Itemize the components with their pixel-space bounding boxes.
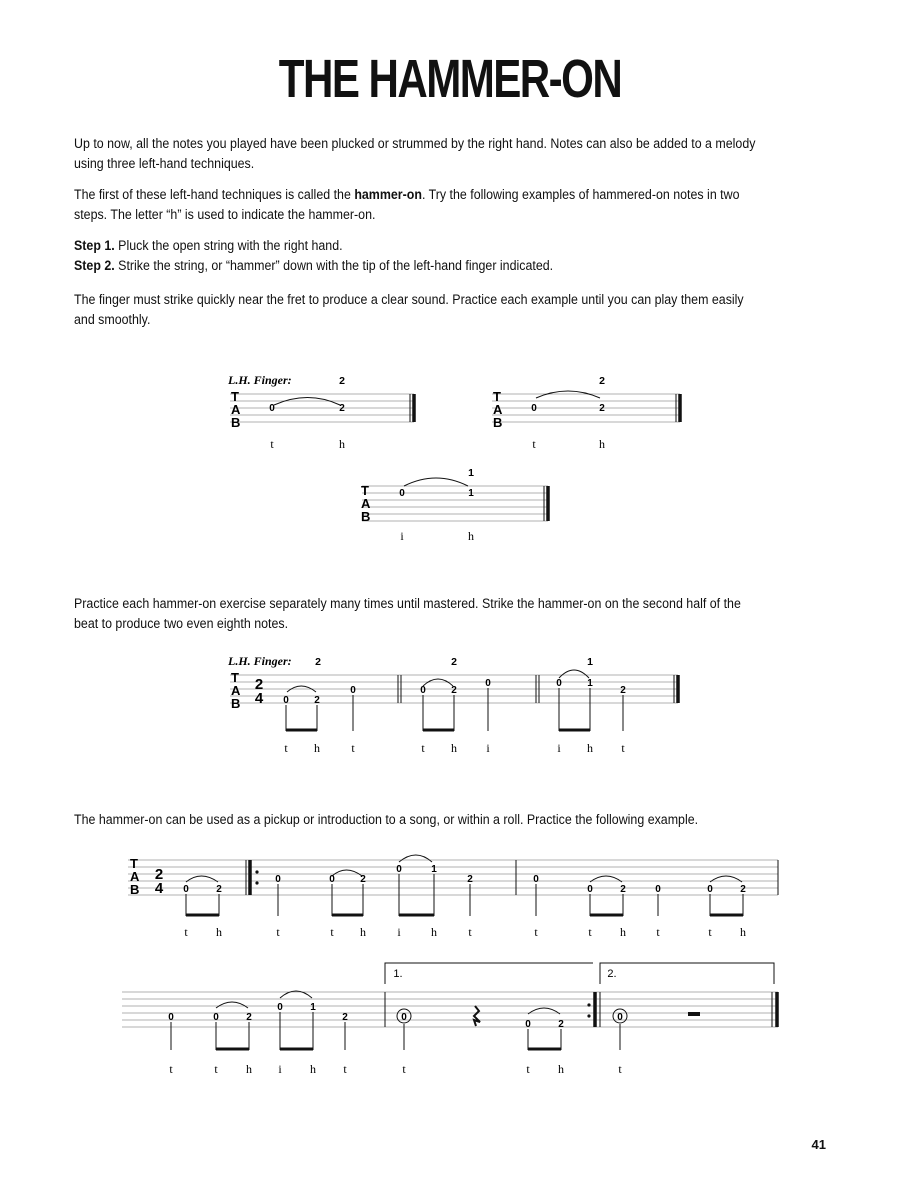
pick-letter: t <box>656 925 660 939</box>
fret-number: 2 <box>216 884 222 895</box>
pick-letter: t <box>532 437 536 451</box>
pick-letter: t <box>402 1062 406 1076</box>
fret-number: 0 <box>401 1012 407 1023</box>
fret-number: 0 <box>399 488 405 499</box>
finger-number: 2 <box>451 656 457 668</box>
fret-number: 0 <box>531 403 537 414</box>
quarter-rest <box>474 1006 480 1026</box>
hammer-on-slur <box>332 870 362 876</box>
pick-letter: h <box>468 529 474 543</box>
fret-number: 0 <box>485 678 491 689</box>
pick-letter: h <box>587 741 593 755</box>
fret-number: 0 <box>283 695 289 706</box>
fret-number: 0 <box>329 874 335 885</box>
fret-number: 2 <box>314 695 320 706</box>
tab-clef-a: A <box>361 496 371 511</box>
pick-letter: h <box>451 741 457 755</box>
pick-letter: h <box>558 1062 564 1076</box>
tab-example-4 <box>226 648 686 758</box>
step-1-text: Pluck the open string with the right hand. <box>114 238 343 253</box>
first-ending-label: 1. <box>393 968 403 980</box>
pick-letter: h <box>339 437 345 451</box>
fret-number: 2 <box>246 1012 252 1023</box>
fret-number: 0 <box>525 1019 531 1030</box>
pick-letter: t <box>534 925 538 939</box>
eighth-notes-paragraph: Practice each hammer-on exercise separately many times until mastered. Strike the hammer-on on the second half of the beat to produce two even eighth notes. <box>74 596 741 631</box>
pick-letter: t <box>708 925 712 939</box>
fret-number: 2 <box>451 685 457 696</box>
half-rest <box>688 1012 700 1016</box>
step-2-text: Strike the string, or “hammer” down with the tip of the left-hand finger indicated. <box>114 258 554 273</box>
first-ending-bracket <box>385 963 593 984</box>
fret-number: 1 <box>468 488 474 499</box>
technique-term: hammer-on <box>354 187 422 202</box>
tab-staff <box>362 486 548 521</box>
tab-clef-a: A <box>493 402 503 417</box>
pick-letter: h <box>310 1062 316 1076</box>
tab-clef-b: B <box>231 696 241 711</box>
time-signature-bottom: 4 <box>154 880 164 897</box>
intro-paragraph: Up to now, all the notes you played have been plucked or strummed by the right hand. Notes can also be added to a melody using three left-hand techniques. <box>74 136 756 171</box>
technique-text-pre: The first of these left-hand techniques is called the <box>74 187 355 202</box>
fret-number: 0 <box>707 884 713 895</box>
tab-staff <box>128 860 778 895</box>
fret-number: 0 <box>183 884 189 895</box>
tab-example-2 <box>488 370 688 460</box>
tab-example-5-line-2 <box>120 958 790 1083</box>
pick-letter: t <box>184 925 188 939</box>
fret-number: 2 <box>360 874 366 885</box>
fret-number: 0 <box>350 685 356 696</box>
fret-number: 0 <box>587 884 593 895</box>
tab-clef-b: B <box>493 415 503 430</box>
hammer-on-slur <box>423 679 453 686</box>
time-signature-top: 2 <box>254 676 264 693</box>
fret-number: 2 <box>558 1019 564 1030</box>
time-signature-top: 2 <box>154 866 164 883</box>
pick-letter: t <box>270 437 274 451</box>
fret-number: 0 <box>617 1012 623 1023</box>
technique-paragraph <box>74 185 768 225</box>
finger-number: 1 <box>468 467 474 479</box>
lh-finger-label: L.H. Finger: <box>228 654 292 668</box>
page-number: 41 <box>811 1137 826 1152</box>
pick-letter: t <box>526 1062 530 1076</box>
tab-clef-a: A <box>231 683 241 698</box>
lh-finger-label: L.H. Finger: <box>228 373 292 387</box>
fret-number: 0 <box>420 685 426 696</box>
step-1-label: Step 1. <box>74 238 115 253</box>
step-2 <box>74 256 768 276</box>
tab-example-3 <box>358 462 558 552</box>
fret-number: 0 <box>277 1002 283 1013</box>
fret-number: 0 <box>556 678 562 689</box>
pick-letter: t <box>276 925 280 939</box>
pick-letter: h <box>431 925 437 939</box>
tab-clef-b: B <box>231 415 241 430</box>
tab-staff <box>492 394 680 422</box>
step-2-label: Step 2. <box>74 258 115 273</box>
pick-letter: i <box>397 925 401 939</box>
pick-letter: t <box>621 741 625 755</box>
pickup-paragraph: The hammer-on can be used as a pickup or introduction to a song, or within a roll. Practice the following example. <box>74 812 699 827</box>
hammer-on-slur <box>404 478 468 486</box>
tab-clef-a: A <box>231 402 241 417</box>
tab-clef-t: T <box>493 389 501 404</box>
page-title: THE HAMMER-ON <box>278 49 622 109</box>
tab-example-1 <box>226 370 426 460</box>
fret-number: 0 <box>655 884 661 895</box>
fret-number: 2 <box>599 403 605 414</box>
fret-number: 2 <box>620 884 626 895</box>
finger-number: 2 <box>315 656 321 668</box>
pick-letter: t <box>169 1062 173 1076</box>
finger-number: 1 <box>587 656 593 668</box>
fret-number: 2 <box>620 685 626 696</box>
pick-letter: h <box>314 741 320 755</box>
pick-letter: t <box>588 925 592 939</box>
pick-letter: i <box>278 1062 282 1076</box>
fret-number: 0 <box>396 864 402 875</box>
tab-clef-b: B <box>130 882 140 897</box>
pick-letter: h <box>246 1062 252 1076</box>
fret-number: 1 <box>310 1002 316 1013</box>
fret-number: 0 <box>275 874 281 885</box>
hammer-on-slur <box>559 670 589 678</box>
fret-number: 1 <box>587 678 593 689</box>
fret-number: 0 <box>168 1012 174 1023</box>
step-1 <box>74 236 768 256</box>
practice-paragraph: The finger must strike quickly near the fret to produce a clear sound. Practice each example until you can play them easily and smoothly. <box>74 292 744 327</box>
pick-letter: t <box>421 741 425 755</box>
tab-clef-t: T <box>130 856 138 871</box>
pick-letter: i <box>557 741 561 755</box>
pick-letter: h <box>740 925 746 939</box>
hammer-on-slur <box>536 391 600 398</box>
hammer-on-slur <box>399 855 432 862</box>
pick-letter: i <box>400 529 404 543</box>
pick-letter: t <box>351 741 355 755</box>
pick-letter: t <box>284 741 288 755</box>
hammer-on-slur <box>216 1002 248 1008</box>
finger-number: 2 <box>339 375 345 387</box>
time-signature-bottom: 4 <box>254 690 264 707</box>
fret-number: 2 <box>339 403 345 414</box>
tab-clef-t: T <box>231 389 239 404</box>
tab-clef-a: A <box>130 869 140 884</box>
pick-letter: h <box>599 437 605 451</box>
technique-text-post: . Try the following examples of hammered-on notes in two steps. The letter “h” is used to indicate the hammer-on. <box>74 187 740 222</box>
tab-staff <box>230 394 414 422</box>
fret-number: 2 <box>740 884 746 895</box>
second-ending-label: 2. <box>607 968 617 980</box>
second-ending-bracket <box>600 963 774 984</box>
pick-letter: i <box>486 741 490 755</box>
pick-letter: h <box>620 925 626 939</box>
pick-letter: t <box>214 1062 218 1076</box>
fret-number: 0 <box>533 874 539 885</box>
pick-letter: h <box>360 925 366 939</box>
fret-number: 2 <box>342 1012 348 1023</box>
fret-number: 0 <box>269 403 275 414</box>
pick-letter: t <box>618 1062 622 1076</box>
pick-letter: t <box>468 925 472 939</box>
fret-number: 0 <box>213 1012 219 1023</box>
pick-letter: h <box>216 925 222 939</box>
tab-clef-t: T <box>361 483 369 498</box>
fret-number: 2 <box>467 874 473 885</box>
finger-number: 2 <box>599 375 605 387</box>
tab-staff <box>122 992 778 1027</box>
tab-clef-t: T <box>231 670 239 685</box>
fret-number: 1 <box>431 864 437 875</box>
tab-example-5-line-1 <box>126 848 786 943</box>
pick-letter: t <box>330 925 334 939</box>
tab-clef-b: B <box>361 509 371 524</box>
pick-letter: t <box>343 1062 347 1076</box>
